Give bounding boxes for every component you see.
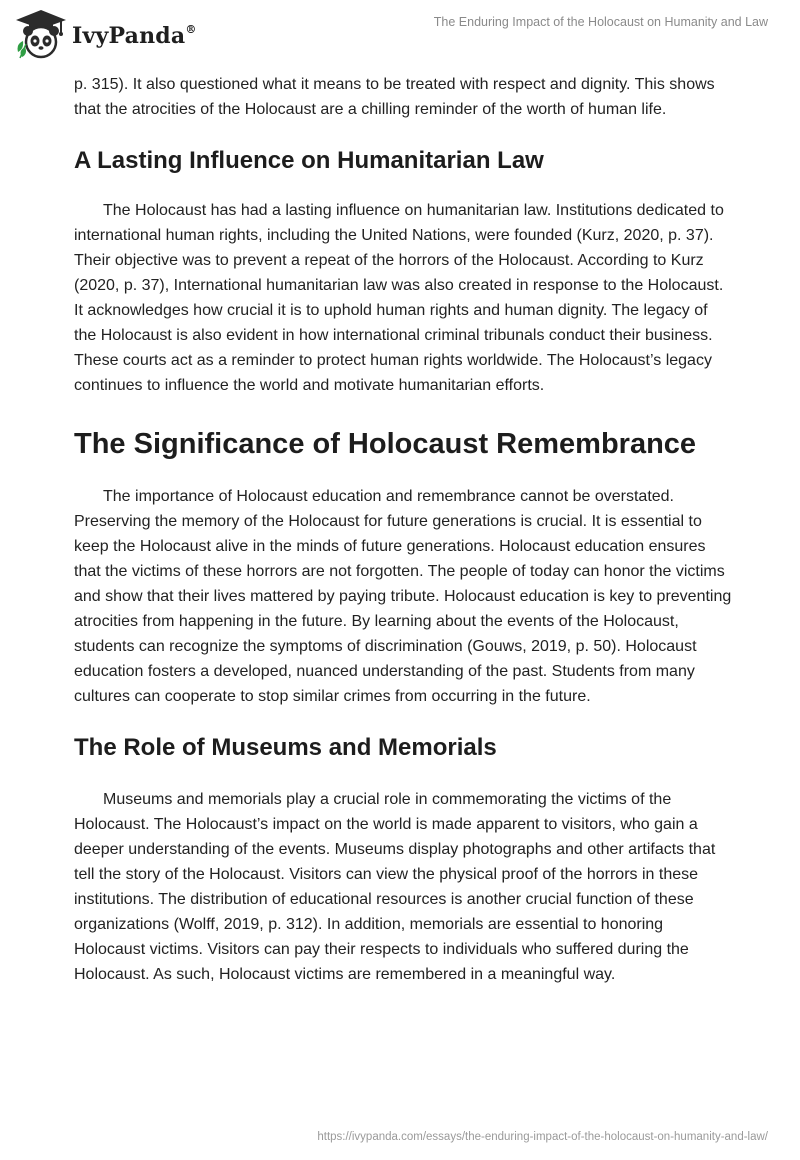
intro-paragraph: p. 315). It also questioned what it means to be treated with respect and dignity. This shows that the atrocities of the Holocaust are a chilling reminder of the worth of human life. — [74, 76, 715, 118]
source-url-link[interactable]: https://ivypanda.com/essays/the-enduring-impact-of-the-holocaust-on-humanity-and-law/ — [317, 1131, 768, 1143]
page-header — [0, 0, 800, 62]
essay-body — [74, 72, 734, 987]
panda-graduation-cap-icon — [14, 8, 68, 60]
section-paragraph-museums: Museums and memorials play a crucial role in commemorating the victims of the Holocaust. The Holocaust’s impact on the world is made apparent to visitors, who gain a deeper understanding of the events. Museums display photographs and other artifacts that tell the story of the Holocaust. Visitors can view the physical proof of the horrors in these institutions. The distribution of educational resources is another crucial function of these organizations (Wolff, 2019, p. 312). In addition, memorials are essential to honoring Holocaust victims. Visitors can pay their respects to individuals who suffered during the Holocaust. As such, Holocaust victims are remembered in a meaningful way. — [74, 791, 716, 983]
section-heading-remembrance: The Significance of Holocaust Remembrance — [74, 428, 697, 460]
section-paragraph-remembrance: The importance of Holocaust education and remembrance cannot be overstated. Preserving the memory of the Holocaust for future generations is crucial. It is essential to keep the Holocaust alive in the minds of future generations. Holocaust education ensures that the victims of these horrors are not forgotten. The people of today can honor the victims and show that their lives mattered by paying tribute. Holocaust education is key to preventing atrocities from happening in the future. By learning about the events of the Holocaust, students can recognize the symptoms of discrimination (Gouws, 2019, p. 50). Holocaust education fosters a developed, nuanced understanding of the past. Students from many cultures can cooperate to stop similar crimes from occurring in the future. — [74, 488, 732, 705]
ivypanda-logo[interactable] — [14, 8, 197, 60]
brand-name: IvyPanda® — [72, 23, 197, 49]
registered-mark: ® — [185, 23, 197, 36]
section-paragraph-humanitarian-law: The Holocaust has had a lasting influence on humanitarian law. Institutions dedicated to international human rights, including the United Nations, were founded (Kurz, 2020, p. 37). Their objective was to prevent a repeat of the horrors of the Holocaust. According to Kurz (2020, p. 37), International humanitarian law was also created in response to the Holocaust. It acknowledges how crucial it is to uphold human rights and human dignity. The legacy of the Holocaust is also evident in how international criminal tribunals conduct their business. These courts act as a reminder to protect human rights worldwide. The Holocaust’s legacy continues to influence the world and motivate humanitarian efforts. — [74, 202, 724, 394]
section-heading-museums: The Role of Museums and Memorials — [74, 734, 497, 761]
section-heading-humanitarian-law: A Lasting Influence on Humanitarian Law — [74, 147, 544, 174]
document-title: The Enduring Impact of the Holocaust on Humanity and Law — [433, 15, 768, 29]
